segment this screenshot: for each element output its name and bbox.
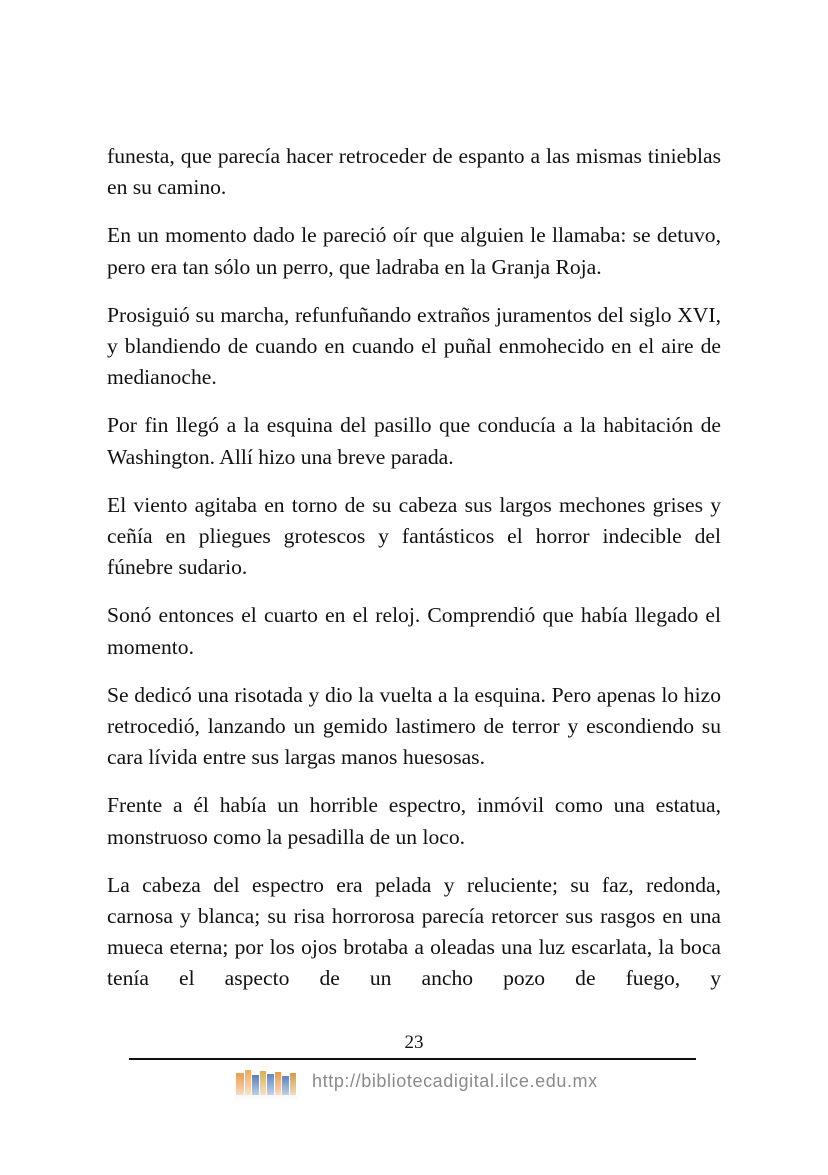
page-number: 23 — [404, 1032, 424, 1053]
paragraph-1: funesta, que parecía hacer retroceder de espanto a las mismas tinieblas en su camino. — [107, 144, 721, 200]
paragraph-3: Prosiguió su marcha, refunfuñando extraños juramentos del siglo XVI, y blandiendo de cuando en cuando el puñal enmohecido en el aire de medianoche. — [107, 302, 721, 390]
footer-divider — [129, 1058, 696, 1060]
paragraph-8: Frente a él había un horrible espectro, inmóvil como una estatua, monstruoso como la pesadilla de un loco. — [107, 793, 721, 849]
paragraph-9: La cabeza del espectro era pelada y reluciente; su faz, redonda, carnosa y blanca; su risa horrorosa parecía retorcer sus rasgos en una mueca eterna; por los ojos brotaba a oleadas una luz escarlata, la boca tenía el aspecto de un ancho pozo de fuego, y — [107, 872, 721, 991]
footer-url-link[interactable]: http://bibliotecadigital.ilce.edu.mx — [312, 1071, 598, 1091]
paragraph-6: Sonó entonces el cuarto en el reloj. Comprendió que había llegado el momento. — [107, 603, 721, 659]
body-text — [107, 141, 721, 995]
paragraph-7: Se dedicó una risotada y dio la vuelta a la esquina. Pero apenas lo hizo retrocedió, lanzando un gemido lastimero de terror y escondiendo su cara lívida entre sus largas manos huesosas. — [107, 682, 721, 770]
paragraph-4: Por fin llegó a la esquina del pasillo que conducía a la habitación de Washington. Allí hizo una breve parada. — [107, 413, 721, 469]
books-logo-icon — [234, 1067, 304, 1101]
paragraph-5: El viento agitaba en torno de su cabeza sus largos mechones grises y ceñía en pliegues grotescos y fantásticos el horror indecible del fúnebre sudario. — [107, 492, 721, 580]
paragraph-2: En un momento dado le pareció oír que alguien le llamaba: se detuvo, pero era tan sólo un perro, que ladraba en la Granja Roja. — [107, 223, 721, 279]
